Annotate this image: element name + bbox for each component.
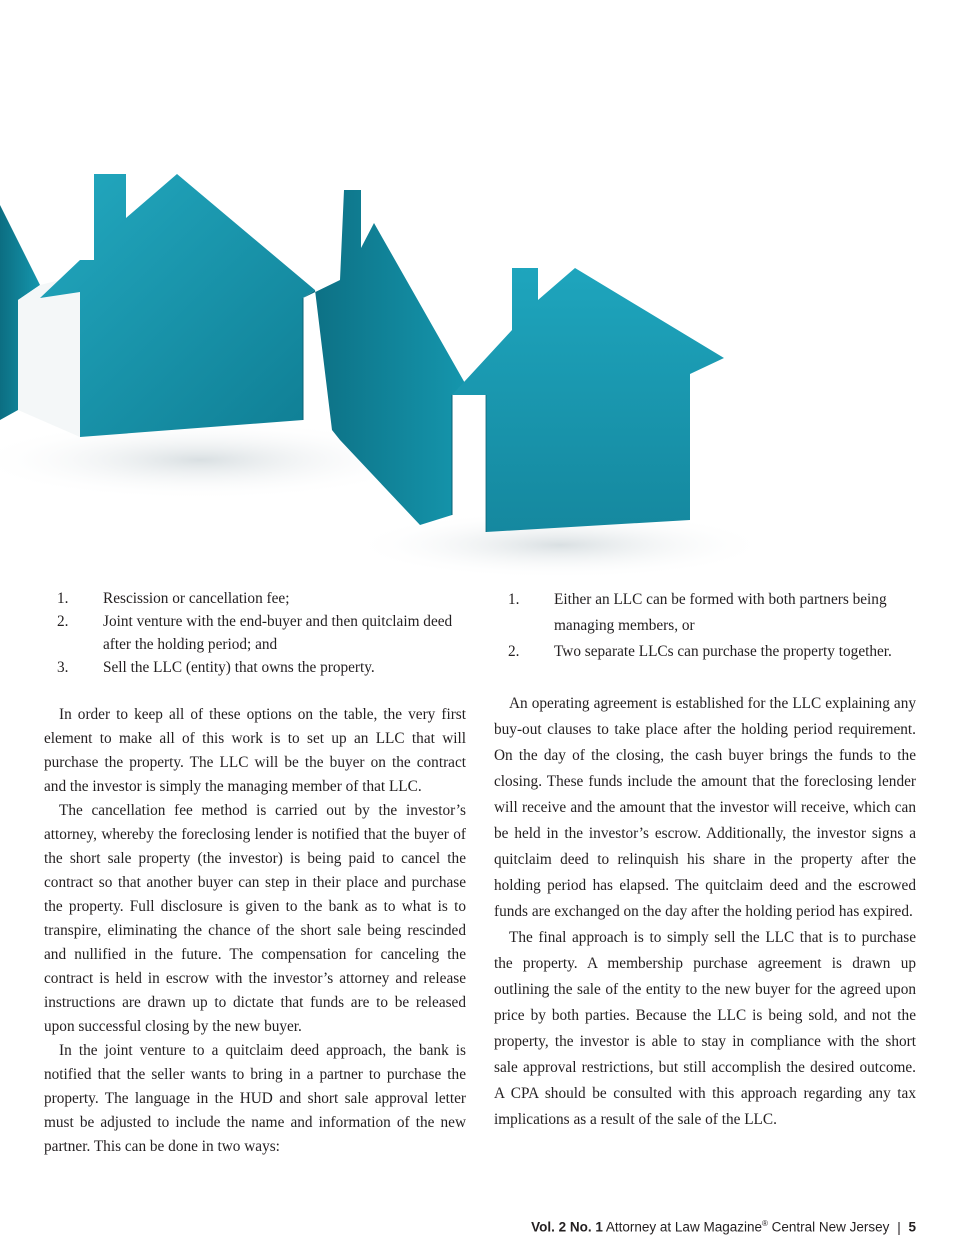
page-footer <box>531 1219 916 1235</box>
list-item <box>44 656 466 679</box>
body-paragraph: The final approach is to simply sell the LLC that is to purchase the property. A membership purchase agreement is drawn up outlining the sale of the entity to the new buyer for the agreed upon price by both parties. Because the LLC is being sold, and not the property, the investor is able to stay in compliance with the short sale approval restrictions, but still accomplish the desired outcome. A CPA should be consulted with this approach regarding any tax implications as a result of the sale of the LLC. <box>494 929 916 1128</box>
left-column <box>44 587 466 1159</box>
house-1 <box>40 174 315 437</box>
list-text: Rescission or cancellation fee; <box>103 590 290 607</box>
body-paragraph: In the joint venture to a quitclaim deed approach, the bank is notified that the seller wants to bring in a partner to purchase the property. The language in the HUD and short sale approval letter must be adjusted to include the name and information of the new partner. This can be done in two ways: <box>44 1042 466 1155</box>
right-column <box>494 587 916 1133</box>
body-paragraph: In order to keep all of these options on the table, the very first element to make all of this work is to set up an LLC that will purchase the property. The LLC will be the buyer on the contract and the investor is simply the managing member of that LLC. <box>44 706 466 795</box>
list-number: 1. <box>57 590 69 607</box>
options-list <box>44 587 466 679</box>
list-number: 3. <box>57 659 69 676</box>
magazine-name: Attorney at Law Magazine <box>605 1219 762 1235</box>
list-item <box>44 610 466 656</box>
list-number: 1. <box>508 591 520 608</box>
ways-list <box>494 587 916 665</box>
list-text: Two separate LLCs can purchase the property together. <box>554 643 892 660</box>
list-item <box>44 587 466 610</box>
body-paragraph: An operating agreement is established for the LLC explaining any buy-out clauses to take place after the holding period requirement. On the day of the closing, the cash buyer brings the funds to the closing. These funds include the amount that the foreclosing lender will receive and the amount that the investor will receive, which can be held in the investor’s escrow. Additionally, the investor signs a quitclaim deed to relinquish his share in the property after the holding period has elapsed. The quitclaim deed and the escrowed funds are exchanged on the day after the holding period has expired. <box>494 695 916 920</box>
list-item <box>494 587 916 639</box>
list-item <box>494 639 916 665</box>
list-text: Sell the LLC (entity) that owns the property. <box>103 659 375 676</box>
house-3 <box>452 268 724 532</box>
footer-separator: | <box>897 1219 901 1235</box>
list-text: Joint venture with the end-buyer and then quitclaim deed after the holding period; and <box>103 613 453 653</box>
list-text: Either an LLC can be formed with both partners being managing members, or <box>554 591 887 634</box>
list-number: 2. <box>508 643 520 660</box>
issue-volume: Vol. 2 No. 1 <box>531 1219 603 1235</box>
magazine-region: Central New Jersey <box>767 1219 890 1235</box>
registered-mark: ® <box>761 1219 768 1228</box>
list-number: 2. <box>57 613 69 630</box>
paper-houses-image <box>0 0 960 580</box>
body-paragraph: The cancellation fee method is carried out by the investor’s attorney, whereby the foreclosing lender is notified that the buyer of the short sale property (the investor) is being paid to cancel the contract so that another buyer can step in their place and purchase the property. Full disclosure is given to the bank as to what is to transpire, eliminating the chance of the short sale being rescinded and nullified in the future. The compensation for canceling the contract is held in escrow with the investor’s attorney and release instructions are drawn up to dictate that funds are to be released upon successful closing by the new buyer. <box>44 802 466 1035</box>
page-number: 5 <box>908 1219 916 1235</box>
